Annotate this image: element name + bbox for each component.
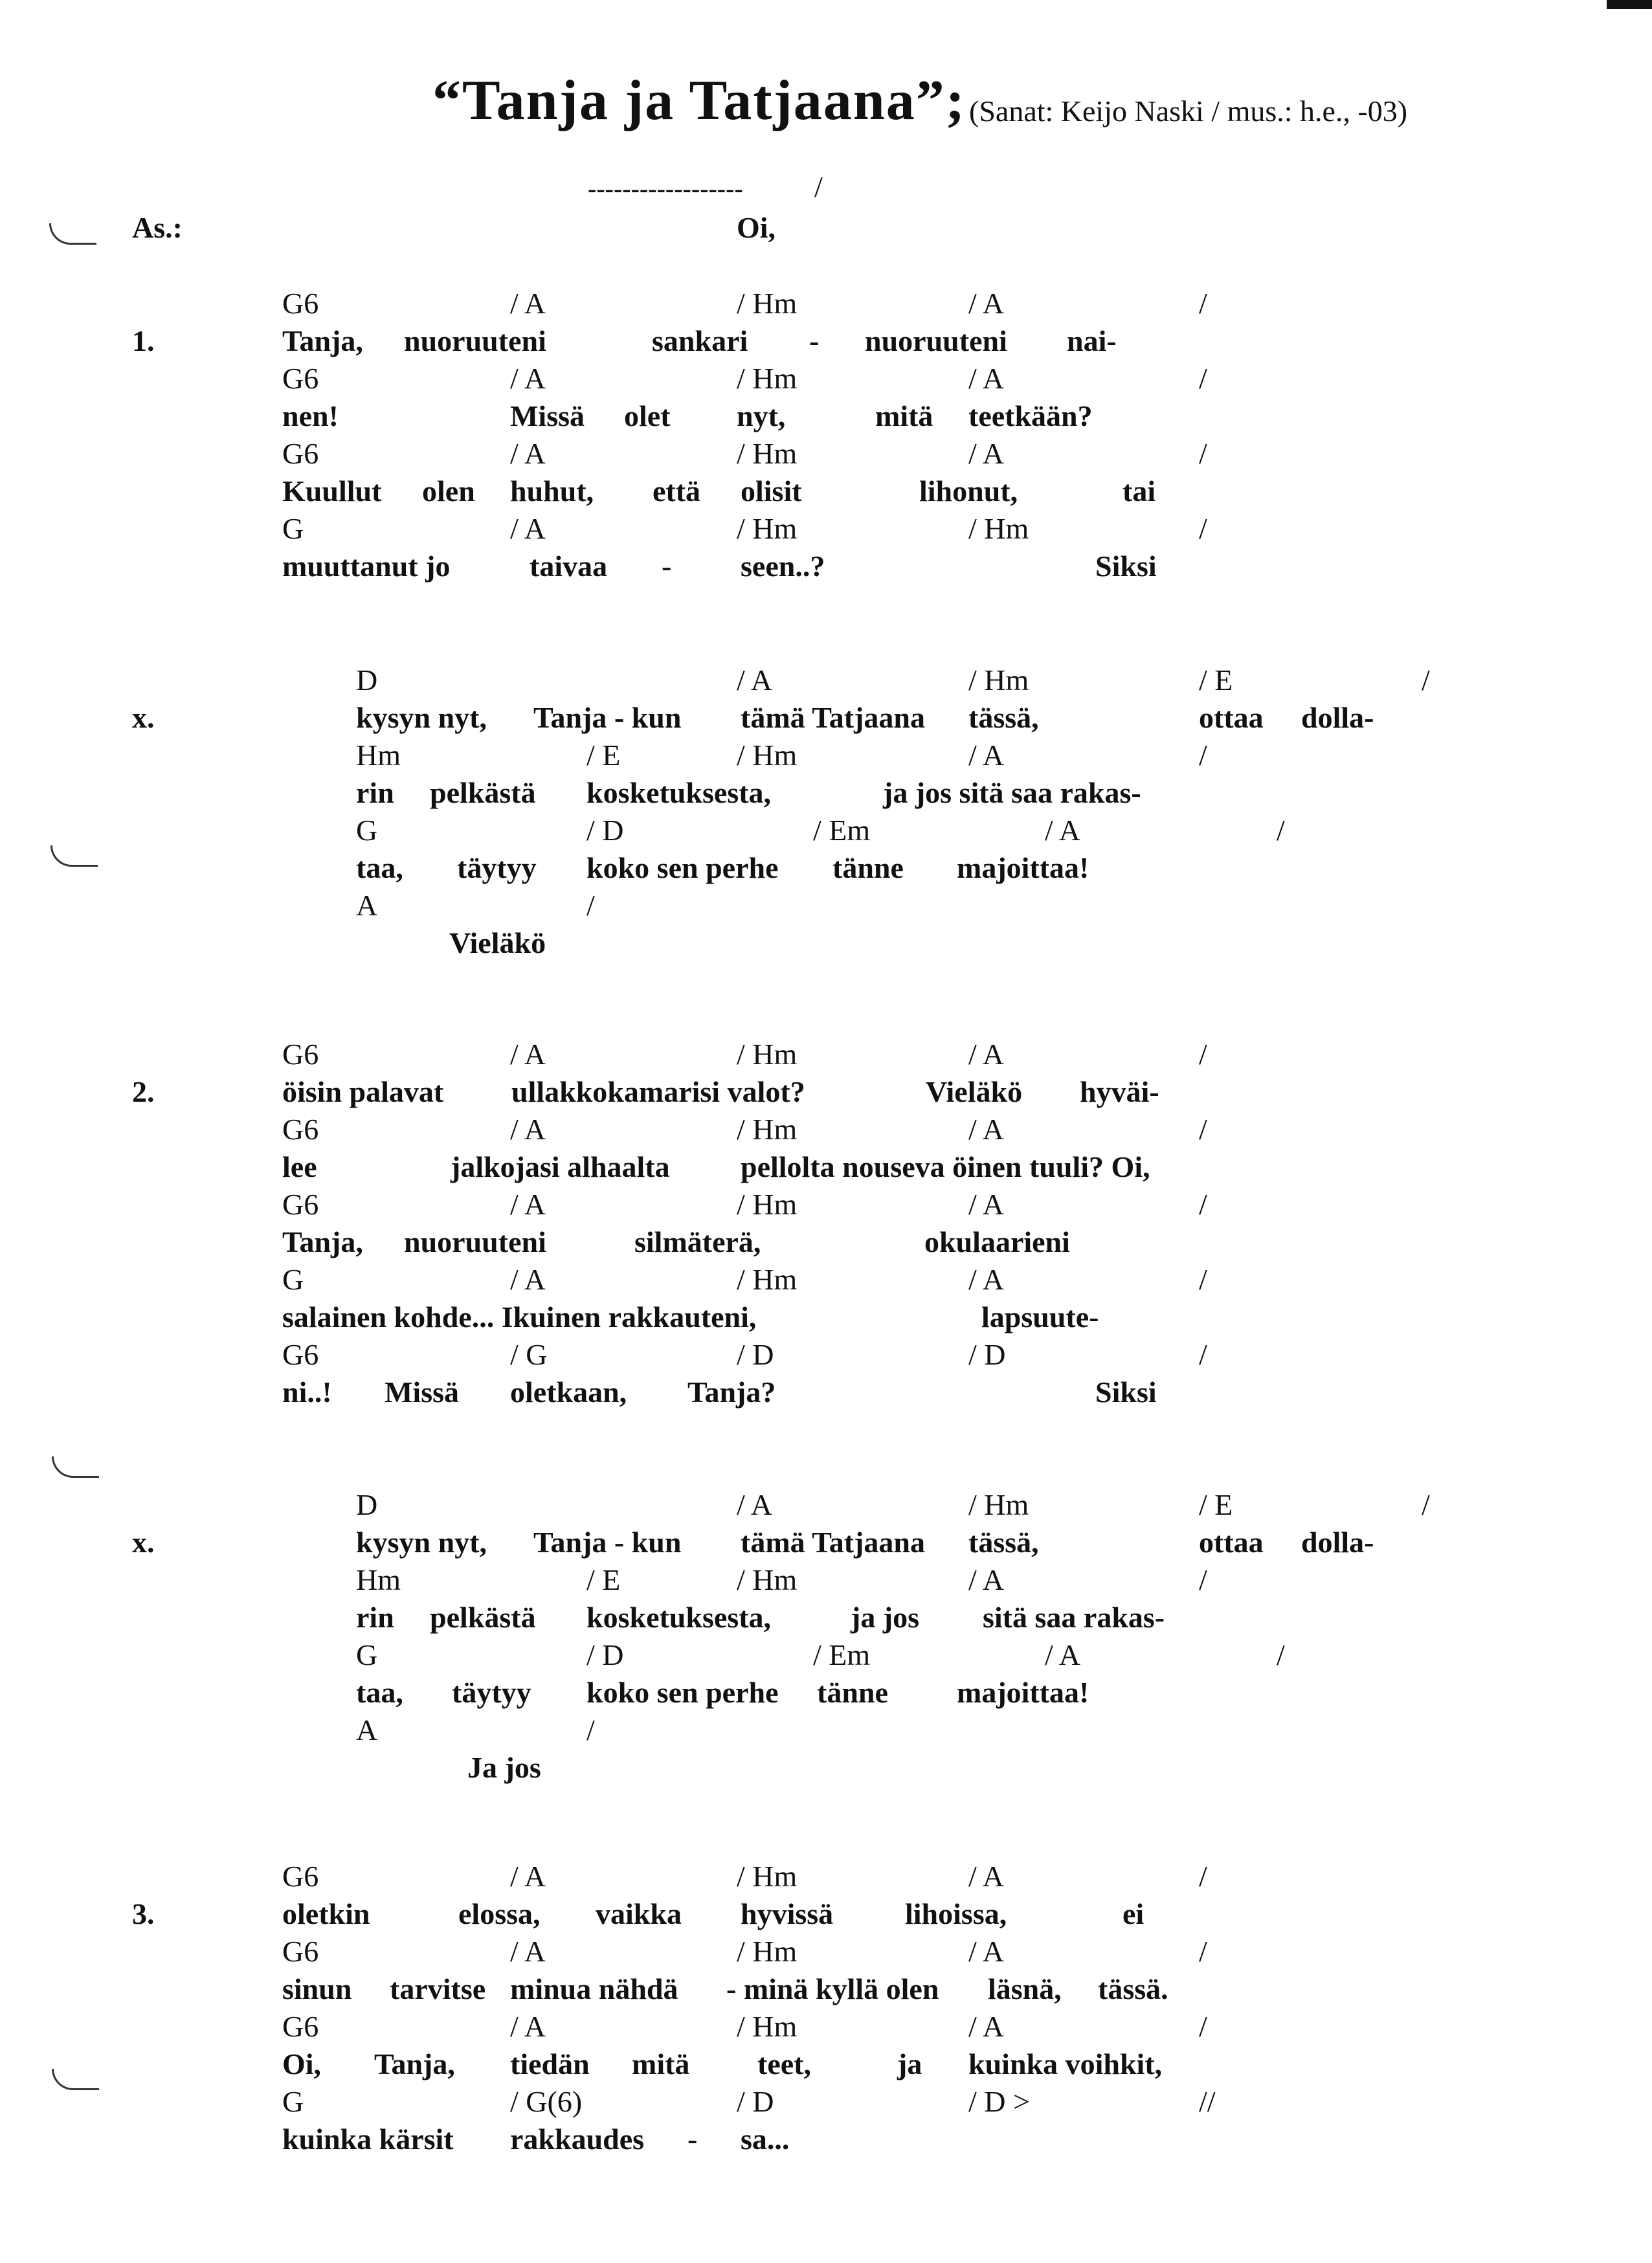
chord: / Hm: [737, 1113, 798, 1146]
chord: / Hm: [737, 1188, 798, 1221]
chord: / A: [1045, 814, 1080, 847]
chord: / A: [968, 287, 1004, 320]
chord: A: [356, 889, 378, 922]
chord: / A: [1045, 1638, 1080, 1671]
chord: G6: [282, 1935, 319, 1968]
lyric-word: läsnä,: [988, 1972, 1062, 2005]
chord: G6: [282, 2010, 319, 2043]
chord: /: [586, 889, 595, 922]
lyric-word: - minä kyllä olen: [726, 1972, 939, 2005]
chord: /: [1199, 1188, 1207, 1221]
lyric-word: minua nähdä: [510, 1972, 678, 2005]
chord: /: [1199, 1113, 1207, 1146]
lyric-word: salainen kohde... Ikuinen rakkauteni,: [282, 1300, 757, 1333]
margin-mark: [50, 845, 98, 867]
lyric-word: nai-: [1067, 324, 1117, 357]
chord: /: [586, 1713, 595, 1746]
lyric-word: mitä: [875, 399, 933, 432]
lyric-word: seen..?: [741, 550, 825, 583]
chord: / A: [510, 1263, 546, 1296]
lyric-word: oletkaan,: [510, 1376, 627, 1409]
margin-mark: [49, 223, 96, 245]
lyric-word: lihonut,: [919, 474, 1018, 507]
chord: / G: [510, 1338, 548, 1371]
chord: /: [1199, 1263, 1207, 1296]
lyric-word: vaikka: [596, 1897, 682, 1930]
chord: / A: [510, 437, 546, 470]
lyric-word: taivaa: [530, 550, 608, 583]
lyric-word: kosketuksesta,: [586, 1601, 772, 1634]
lyric-word: tänne: [817, 1676, 888, 1709]
chord: / A: [737, 663, 772, 697]
chord: G6: [282, 437, 319, 470]
lyric-word: -: [809, 324, 820, 357]
chord: / D >: [968, 2085, 1030, 2118]
lyric-word: sinun: [282, 1972, 352, 2005]
lyric-word: Vieläkö: [449, 926, 546, 959]
lyric-word: koko sen perhe: [586, 851, 779, 884]
chord: G6: [282, 1860, 319, 1893]
chord: G: [282, 512, 304, 545]
lyric-word: pellolta nouseva öinen tuuli? Oi,: [741, 1150, 1150, 1183]
chord: / E: [586, 1563, 621, 1596]
chord: D: [356, 663, 378, 697]
lyric-word: lihoissa,: [905, 1897, 1007, 1930]
chord: / D: [586, 814, 624, 847]
lyric-word: hyvissä: [741, 1897, 834, 1930]
chord: / Hm: [737, 362, 798, 395]
chord: / A: [510, 362, 546, 395]
chord: /: [1199, 437, 1207, 470]
lyric-word: Tanja,: [282, 1225, 363, 1258]
lyric-word: hyväi-: [1080, 1075, 1159, 1108]
lyric-word: pelkästä: [430, 776, 536, 809]
chord: G6: [282, 1113, 319, 1146]
lyric-word: Tanja,: [282, 324, 363, 357]
chord: / Hm: [737, 739, 798, 772]
lyric-word: tässä,: [968, 1526, 1039, 1559]
lyric-word: ja jos: [851, 1601, 920, 1634]
verse-2-label: 2.: [132, 1075, 155, 1108]
chord: / E: [1199, 663, 1233, 697]
chord: //: [1199, 2085, 1216, 2118]
chord: / A: [510, 512, 546, 545]
lyric-word: Tanja,: [374, 2047, 455, 2080]
lyric-word: ottaa: [1199, 1526, 1264, 1559]
chord: / A: [968, 1188, 1004, 1221]
lyric-word: tässä.: [1098, 1972, 1168, 2005]
lyric-word: koko sen perhe: [586, 1676, 779, 1709]
lyric-word: Vieläkö: [926, 1075, 1023, 1108]
lyric-word: tarvitse: [390, 1972, 486, 2005]
chord: / A: [968, 1038, 1004, 1071]
lyric-word: ei: [1122, 1897, 1144, 1930]
chord: / A: [968, 1263, 1004, 1296]
lyric-word: -: [662, 550, 672, 583]
chord: /: [1199, 1338, 1207, 1371]
lyric-word: Tanja - kun: [533, 1526, 682, 1559]
lyric-word: olisit: [741, 474, 802, 507]
chord: / D: [586, 1638, 624, 1671]
lyric-word: Oi,: [282, 2047, 322, 2080]
lyric-word: Kuullut: [282, 474, 382, 507]
chord: /: [1422, 1488, 1430, 1521]
chord: G6: [282, 1188, 319, 1221]
lyric-word: että: [653, 474, 701, 507]
lyric-word: Siksi: [1095, 550, 1157, 583]
lyric-word: lapsuute-: [981, 1300, 1099, 1333]
chord: /: [1199, 362, 1207, 395]
song-credit: (Sanat: Keijo Naski / mus.: h.e., -03): [969, 95, 1408, 128]
lyric-word: olen: [422, 474, 475, 507]
scan-edge-mark: [1607, 0, 1652, 9]
lyric-word: kosketuksesta,: [586, 776, 772, 809]
chord: / Hm: [737, 1860, 798, 1893]
chord: / Hm: [968, 663, 1029, 697]
lyric-word: jalkojasi alhaalta: [451, 1150, 670, 1183]
lyric-word: kysyn nyt,: [356, 1526, 487, 1559]
chord: / A: [968, 1935, 1004, 1968]
lyric-word: dolla-: [1301, 1526, 1374, 1559]
chord: G6: [282, 362, 319, 395]
chord: /: [1277, 814, 1285, 847]
chord: G6: [282, 1038, 319, 1071]
lyric-word: sa...: [741, 2123, 790, 2156]
chord: / Hm: [968, 512, 1029, 545]
chord: G: [282, 1263, 304, 1296]
chord: / A: [510, 287, 546, 320]
chord: / Em: [813, 814, 871, 847]
intro-word: Oi,: [737, 211, 776, 244]
chord: A: [356, 1713, 378, 1746]
chord: / Hm: [737, 1263, 798, 1296]
lyric-word: tässä,: [968, 701, 1039, 734]
chord: / Em: [813, 1638, 871, 1671]
chord: G: [356, 1638, 378, 1671]
chord: /: [1199, 287, 1207, 320]
lyric-word: rin: [356, 776, 394, 809]
lyric-word: Siksi: [1095, 1376, 1157, 1409]
chord: /: [1277, 1638, 1285, 1671]
chord: / E: [586, 739, 621, 772]
lyric-word: oletkin: [282, 1897, 370, 1930]
lyric-word: täytyy: [457, 851, 537, 884]
lyric-word: mitä: [632, 2047, 690, 2080]
chord: G6: [282, 1338, 319, 1371]
chord: / A: [510, 1113, 546, 1146]
lyric-word: nuoruuteni: [404, 1225, 546, 1258]
lyric-word: dolla-: [1301, 701, 1374, 734]
chord: / Hm: [737, 512, 798, 545]
lyric-word: taa,: [356, 851, 403, 884]
lyric-word: rakkaudes: [510, 2123, 645, 2156]
lyric-word: huhut,: [510, 474, 594, 507]
chord: / A: [968, 437, 1004, 470]
lyric-word: sitä saa rakas-: [983, 1601, 1165, 1634]
chord: G: [282, 2085, 304, 2118]
lyric-word: tiedän: [510, 2047, 590, 2080]
lyric-word: tänne: [832, 851, 904, 884]
lyric-word: tämä Tatjaana: [741, 701, 925, 734]
chord: / D: [968, 1338, 1006, 1371]
chord: /: [1199, 512, 1207, 545]
lyric-word: muuttanut jo: [282, 550, 451, 583]
verse-3-label: 3.: [132, 1897, 155, 1930]
chord: / Hm: [737, 1935, 798, 1968]
lyric-word: ottaa: [1199, 701, 1264, 734]
lyric-word: ja jos sitä saa rakas-: [883, 776, 1141, 809]
lyric-word: elossa,: [458, 1897, 541, 1930]
lyric-word: Tanja - kun: [533, 701, 682, 734]
chord: / A: [968, 1860, 1004, 1893]
lyric-word: Missä: [510, 399, 585, 432]
chord: / G(6): [510, 2085, 583, 2118]
chord: /: [1199, 1860, 1207, 1893]
lyric-word: okulaarieni: [924, 1225, 1070, 1258]
lyric-word: ja: [897, 2047, 922, 2080]
lyric-word: kysyn nyt,: [356, 701, 487, 734]
lyric-word: Ja jos: [467, 1751, 541, 1784]
lyric-word: teetkään?: [968, 399, 1093, 432]
chord: G: [356, 814, 378, 847]
chord: G6: [282, 287, 319, 320]
chord: /: [1199, 1038, 1207, 1071]
margin-mark: [52, 1456, 99, 1478]
chord: / A: [510, 1860, 546, 1893]
margin-mark: [52, 2069, 99, 2090]
chord: Hm: [356, 1563, 401, 1596]
intro-slash: /: [814, 170, 823, 203]
chord: / A: [510, 1188, 546, 1221]
chord: / A: [510, 2010, 546, 2043]
chord: / A: [510, 1038, 546, 1071]
lyric-word: täytyy: [452, 1676, 531, 1709]
lyric-word: tai: [1122, 474, 1156, 507]
chord: / A: [737, 1488, 772, 1521]
lyric-word: teet,: [757, 2047, 811, 2080]
lyric-word: kuinka voihkit,: [968, 2047, 1163, 2080]
chord: / Hm: [968, 1488, 1029, 1521]
lyric-word: nen!: [282, 399, 339, 432]
lyric-word: -: [687, 2123, 698, 2156]
lyric-word: Tanja?: [687, 1376, 776, 1409]
chord: / E: [1199, 1488, 1233, 1521]
chord: D: [356, 1488, 378, 1521]
chord: / A: [968, 362, 1004, 395]
chord: / Hm: [737, 437, 798, 470]
lyric-word: ullakkokamarisi valot?: [511, 1075, 805, 1108]
lyric-word: tämä Tatjaana: [741, 1526, 925, 1559]
chord: /: [1422, 663, 1430, 697]
chord: / Hm: [737, 1038, 798, 1071]
chord: / A: [968, 1563, 1004, 1596]
lyric-word: kuinka kärsit: [282, 2123, 454, 2156]
lyric-word: majoittaa!: [957, 851, 1089, 884]
chord: / D: [737, 2085, 774, 2118]
chord: / A: [968, 1113, 1004, 1146]
lyric-word: taa,: [356, 1676, 403, 1709]
lyric-word: nuoruuteni: [865, 324, 1007, 357]
chord: / D: [737, 1338, 774, 1371]
lyric-word: nyt,: [737, 399, 786, 432]
verse-1-label: 1.: [132, 324, 155, 357]
chord: /: [1199, 1563, 1207, 1596]
chord: / Hm: [737, 287, 798, 320]
lyric-word: ni..!: [282, 1376, 332, 1409]
chord: Hm: [356, 739, 401, 772]
lyric-word: olet: [624, 399, 671, 432]
lyric-word: rin: [356, 1601, 394, 1634]
lyric-word: majoittaa!: [957, 1676, 1089, 1709]
chorus-2-label: x.: [132, 1526, 155, 1559]
chord: /: [1199, 1935, 1207, 1968]
lyric-word: Missä: [385, 1376, 459, 1409]
lyric-word: pelkästä: [430, 1601, 536, 1634]
chord: /: [1199, 2010, 1207, 2043]
lyric-word: öisin palavat: [282, 1075, 444, 1108]
lyric-word: lee: [282, 1150, 317, 1183]
chord: / Hm: [737, 2010, 798, 2043]
chorus-1-label: x.: [132, 701, 155, 734]
intro-dashes: ------------------: [588, 174, 743, 203]
chord: /: [1199, 739, 1207, 772]
intro-label: As.:: [132, 211, 183, 244]
song-title: “Tanja ja Tatjaana”;: [432, 69, 966, 132]
lyric-word: silmäterä,: [634, 1225, 761, 1258]
chord: / Hm: [737, 1563, 798, 1596]
chord: / A: [510, 1935, 546, 1968]
lyric-word: nuoruuteni: [404, 324, 546, 357]
chord: / A: [968, 2010, 1004, 2043]
lyric-word: sankari: [652, 324, 748, 357]
chord: / A: [968, 739, 1004, 772]
